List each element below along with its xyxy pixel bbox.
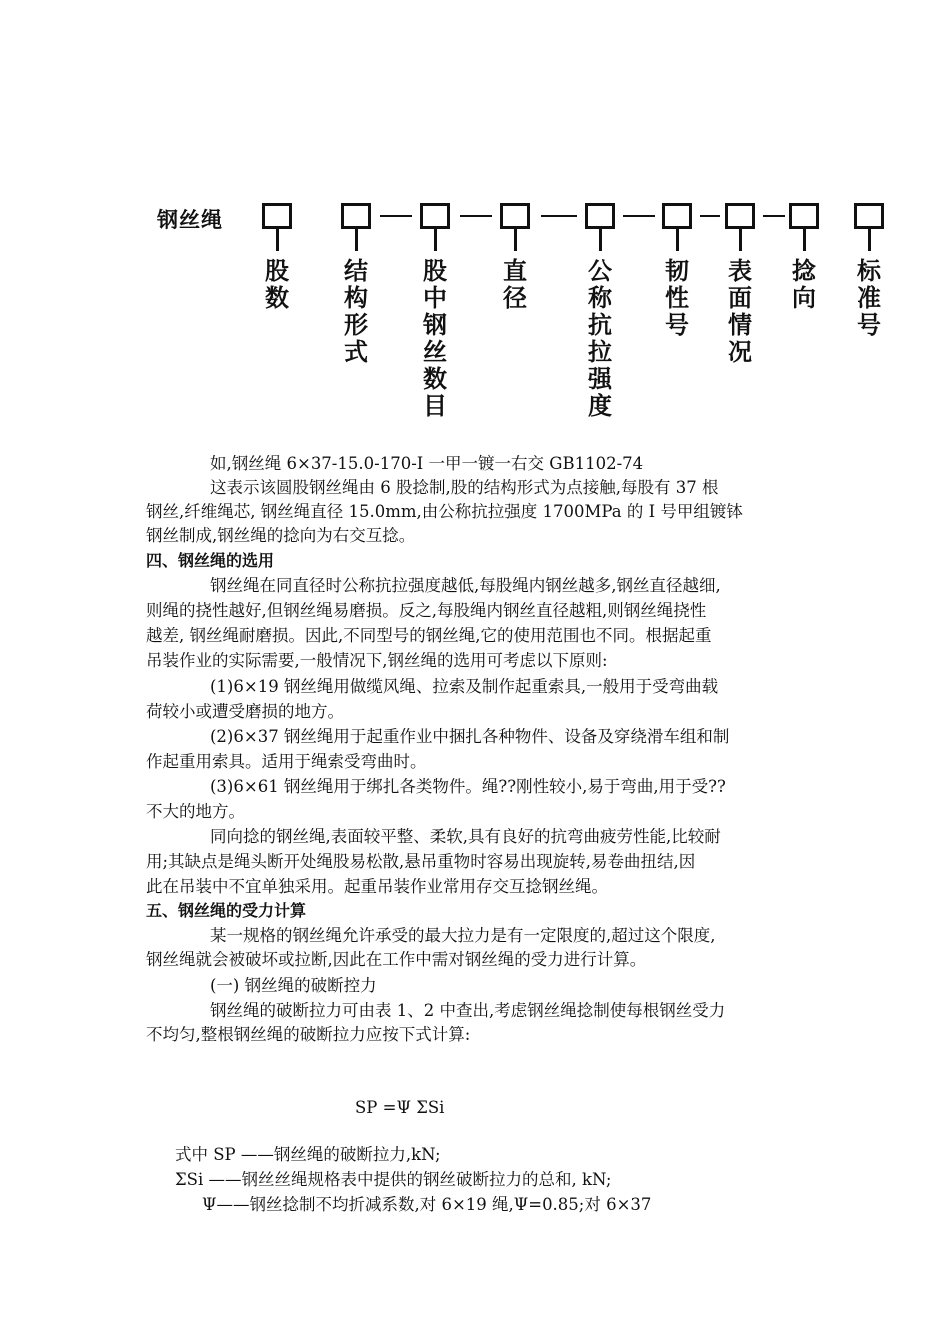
label-surface-condition: 表面情况 bbox=[728, 257, 752, 366]
dash-connector bbox=[541, 215, 577, 217]
dash-connector bbox=[380, 215, 412, 217]
field-box-2 bbox=[341, 203, 371, 229]
stem bbox=[676, 229, 679, 251]
field-box-3 bbox=[420, 203, 450, 229]
dash-connector bbox=[700, 215, 720, 217]
paragraph-line: 吊装作业的实际需要,一般情况下,钢丝绳的选用可考虑以下原则: bbox=[146, 651, 608, 670]
rope-designation-diagram bbox=[0, 0, 950, 430]
section-heading-5: 五、钢丝绳的受力计算 bbox=[146, 901, 307, 920]
stem bbox=[434, 229, 437, 251]
label-standard-number: 标准号 bbox=[857, 257, 881, 339]
formula: SP =Ψ ΣSi bbox=[355, 1098, 445, 1117]
paragraph-line: 荷较小或遭受磨损的地方。 bbox=[146, 702, 344, 721]
paragraph-line: 不均匀,整根钢丝绳的破断拉力应按下式计算: bbox=[146, 1025, 471, 1044]
stem bbox=[355, 229, 358, 251]
stem bbox=[514, 229, 517, 251]
paragraph-line: 钢丝制成,钢丝绳的捻向为右交互捻。 bbox=[146, 526, 416, 545]
definition-line: 式中 SP ——钢丝绳的破断拉力,kN; bbox=[175, 1145, 441, 1164]
definition-line: Ψ——钢丝捻制不均折减系数,对 6×19 绳,Ψ=0.85;对 6×37 bbox=[202, 1195, 652, 1214]
paragraph-line: 此在吊装中不宜单独采用。起重吊装作业常用存交互捻钢丝绳。 bbox=[146, 877, 608, 896]
paragraph-line: 钢丝绳在同直径时公称抗拉强度越低,每股绳内钢丝越多,钢丝直径越细, bbox=[210, 576, 721, 595]
field-box-1 bbox=[262, 203, 292, 229]
label-tensile-strength: 公称抗拉强度 bbox=[588, 257, 612, 420]
stem bbox=[803, 229, 806, 251]
field-box-6 bbox=[662, 203, 692, 229]
stem bbox=[739, 229, 742, 251]
paragraph-line: (3)6×61 钢丝绳用于绑扎各类物件。绳??刚性较小,易于弯曲,用于受?? bbox=[210, 777, 726, 796]
paragraph-line: 某一规格的钢丝绳允许承受的最大拉力是有一定限度的,超过这个限度, bbox=[210, 926, 716, 945]
label-toughness-grade: 韧性号 bbox=[665, 257, 689, 339]
paragraph-line: (2)6×37 钢丝绳用于起重作业中捆扎各种物件、设备及穿绕滑车组和制 bbox=[210, 727, 730, 746]
dash-connector bbox=[623, 215, 655, 217]
paragraph-line: 钢丝绳就会被破坏或拉断,因此在工作中需对钢丝绳的受力进行计算。 bbox=[146, 950, 647, 969]
paragraph-line: 同向捻的钢丝绳,表面较平整、柔软,具有良好的抗弯曲疲劳性能,比较耐 bbox=[210, 827, 721, 846]
paragraph-line: (1)6×19 钢丝绳用做缆风绳、拉索及制作起重索具,一般用于受弯曲载 bbox=[210, 677, 719, 696]
label-wires-per-strand: 股中钢丝数目 bbox=[423, 257, 447, 420]
paragraph-line: 钢丝,纤维绳芯, 钢丝绳直径 15.0mm,由公称抗拉强度 1700MPa 的 I 号甲组镀钵 bbox=[146, 502, 743, 521]
diagram-title: 钢丝绳 bbox=[157, 208, 223, 232]
definition-line: ΣSi ——钢丝丝绳规格表中提供的钢丝破断拉力的总和, kN; bbox=[175, 1170, 612, 1189]
stem bbox=[276, 229, 279, 251]
paragraph-line: 越差, 钢丝绳耐磨损。因此,不同型号的钢丝绳,它的使用范围也不同。根据起重 bbox=[146, 626, 712, 645]
field-box-9 bbox=[854, 203, 884, 229]
paragraph-line: 钢丝绳的破断拉力可由表 1、2 中查出,考虑钢丝绳捻制使每根钢丝受力 bbox=[210, 1001, 726, 1020]
example-line: 如,钢丝绳 6×37-15.0-170-I 一甲一镀一右交 GB1102-74 bbox=[210, 454, 644, 473]
stem bbox=[868, 229, 871, 251]
paragraph-line: 作起重用索具。适用于绳索受弯曲时。 bbox=[146, 752, 427, 771]
dash-connector bbox=[763, 215, 785, 217]
field-box-8 bbox=[789, 203, 819, 229]
field-box-5 bbox=[585, 203, 615, 229]
paragraph-line: 这表示该圆股钢丝绳由 6 股捻制,股的结构形式为点接触,每股有 37 根 bbox=[210, 478, 719, 497]
label-diameter: 直径 bbox=[503, 257, 527, 312]
paragraph-line: 则绳的挠性越好,但钢丝绳易磨损。反之,每股绳内钢丝直径越粗,则钢丝绳挠性 bbox=[146, 601, 707, 620]
section-heading-4: 四、钢丝绳的选用 bbox=[146, 551, 275, 570]
paragraph-line: 不大的地方。 bbox=[146, 802, 245, 821]
label-strand-count: 股数 bbox=[265, 257, 289, 312]
field-box-7 bbox=[725, 203, 755, 229]
stem bbox=[599, 229, 602, 251]
field-box-4 bbox=[500, 203, 530, 229]
paragraph-line: 用;其缺点是绳头断开处绳股易松散,悬吊重物时容易出现旋转,易卷曲扭结,因 bbox=[146, 852, 696, 871]
dash-connector bbox=[460, 215, 492, 217]
label-structure-form: 结构形式 bbox=[344, 257, 368, 366]
subsection-title: (一) 钢丝绳的破断控力 bbox=[210, 976, 377, 995]
label-lay-direction: 捻向 bbox=[792, 257, 816, 312]
